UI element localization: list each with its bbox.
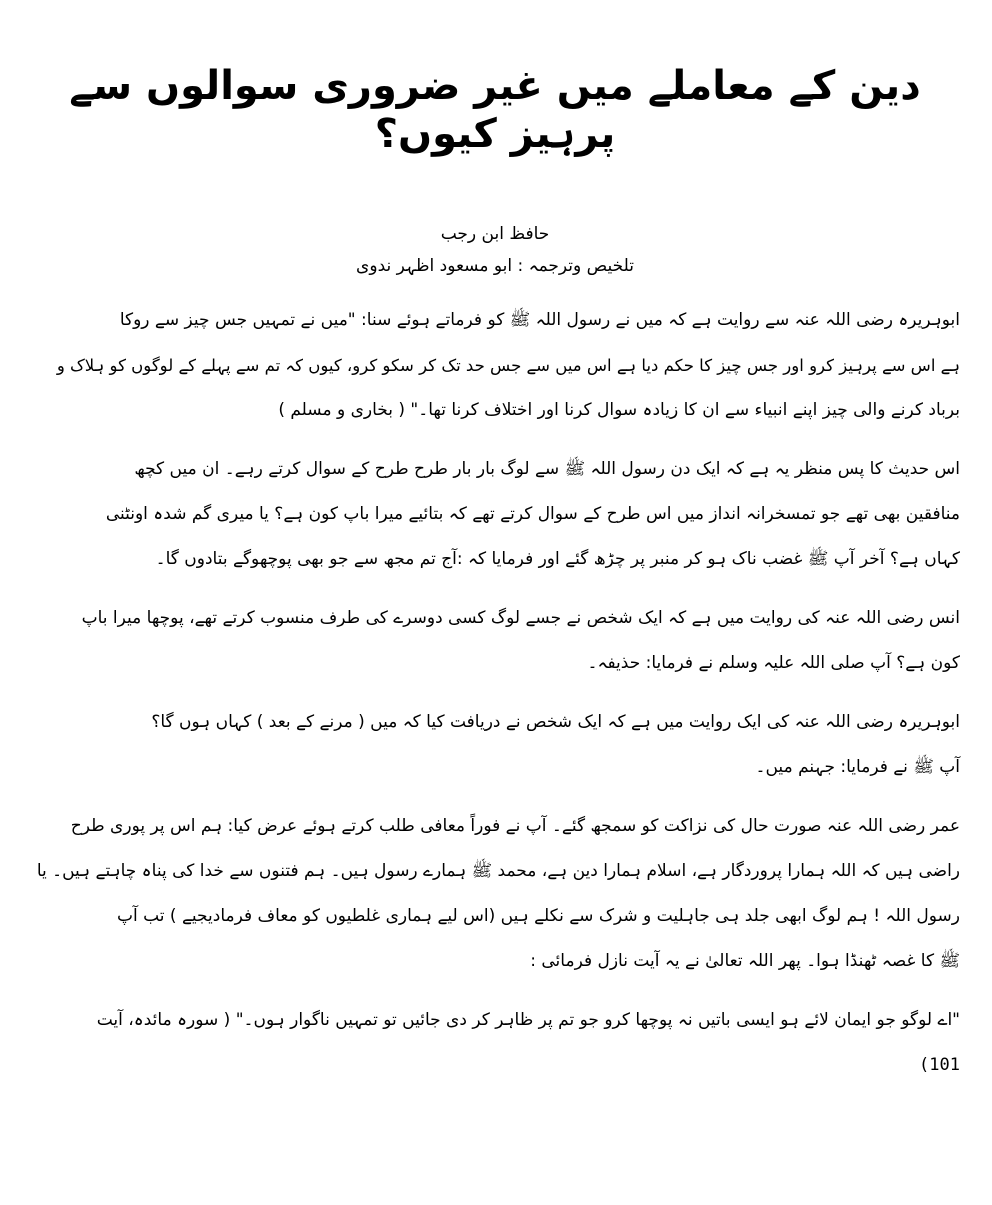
text-line: "اے لوگو جو ایمان لائے ہو ایسی باتیں نہ پوچھا کرو جو تم پر ظاہر کر دی جائیں تو تمہیں ناگوار ہوں۔" ( سورہ مائدہ، آیت	[96, 1010, 960, 1030]
text-line: ﷺ کا غصہ ٹھنڈا ہوا۔ پھر اللہ تعالیٰ نے یہ آیت نازل فرمائی :	[530, 951, 960, 971]
text-line: عمر رضی اللہ عنہ صورت حال کی نزاکت کو سمجھ گئے۔ آپ نے فوراً معافی طلب کرتے ہوئے عرض کیا: ہم اس پر پوری طرح	[70, 816, 960, 836]
paragraph-quran-verse	[30, 998, 960, 1088]
paragraph-anas-narration	[30, 596, 960, 686]
text-line: رسول اللہ ! ہم لوگ ابھی جلد ہی جاہلیت و شرک سے نکلے ہیں (اس لیے ہماری غلطیوں کو معاف فرمادیجیے ) تب آپ	[116, 906, 960, 926]
paragraph-umar-response	[30, 804, 960, 984]
author-name: حافظ ابن رجب	[440, 224, 550, 244]
paragraph-abu-hurairah-narration	[30, 700, 960, 790]
text-line: کہاں ہے؟ آخر آپ ﷺ غضب ناک ہو کر منبر پر چڑھ گئے اور فرمایا کہ :آج تم مجھ سے جو بھی پوچھوگے بتادوں گا۔	[155, 549, 960, 569]
text-line: منافقین بھی تھے جو تمسخرانہ انداز میں اس طرح کے سوال کرتے تھے کہ بتائیے میرا باپ کون ہے؟ یا میری گم شدہ اونٹنی	[105, 504, 960, 524]
text-line: اس حدیث کا پس منظر یہ ہے کہ ایک دن رسول اللہ ﷺ سے لوگ بار بار طرح طرح کے سوال کرتے رہے۔ ان میں کچھ	[134, 459, 960, 479]
translator-credit: تلخیص وترجمہ : ابو مسعود اظہر ندوی	[356, 256, 634, 276]
text-line: آپ ﷺ نے فرمایا: جہنم میں۔	[755, 757, 960, 777]
article-title: دین کے معاملے میں غیر ضروری سوالوں سے پرہیز کیوں؟	[69, 63, 921, 157]
paragraph-hadith	[30, 298, 960, 433]
text-line: ہے اس سے پرہیز کرو اور جس چیز کا حکم دیا ہے اس میں سے جس حد تک کر سکو کرو، کیوں کہ تم سے پہلے کے لوگوں کو ہلاک و	[56, 356, 960, 375]
ayah-number: (101	[919, 1055, 960, 1075]
byline	[30, 218, 960, 282]
paragraph-background	[30, 447, 960, 582]
text-line: کون ہے؟ آپ صلی اللہ علیہ وسلم نے فرمایا: حذیفہ۔	[587, 653, 960, 673]
text-line: انس رضی اللہ عنہ کی روایت میں ہے کہ ایک شخص نے جسے لوگ کسی دوسرے کی طرف منسوب کرتے تھے، پوچھا میرا باپ	[81, 608, 960, 628]
text-line: ابوہریرہ رضی اللہ عنہ سے روایت ہے کہ میں نے رسول اللہ ﷺ کو فرماتے ہوئے سنا: "میں نے تمہیں جس چیز سے روکا	[119, 310, 960, 330]
text-line: ابوہریرہ رضی اللہ عنہ کی ایک روایت میں ہے کہ ایک شخص نے دریافت کیا کہ میں ( مرنے کے بعد ) کہاں ہوں گا؟	[151, 712, 960, 732]
text-line: راضی ہیں کہ اللہ ہمارا پروردگار ہے، اسلام ہمارا دین ہے، محمد ﷺ ہمارے رسول ہیں۔ ہم فتنوں سے خدا کی پناہ چاہتے ہیں۔ یا	[36, 861, 960, 881]
text-line: برباد کرنے والی چیز اپنے انبیاء سے ان کا زیادہ سوال کرنا اور اختلاف کرنا تھا۔" ( بخاری و مسلم )	[278, 400, 960, 420]
